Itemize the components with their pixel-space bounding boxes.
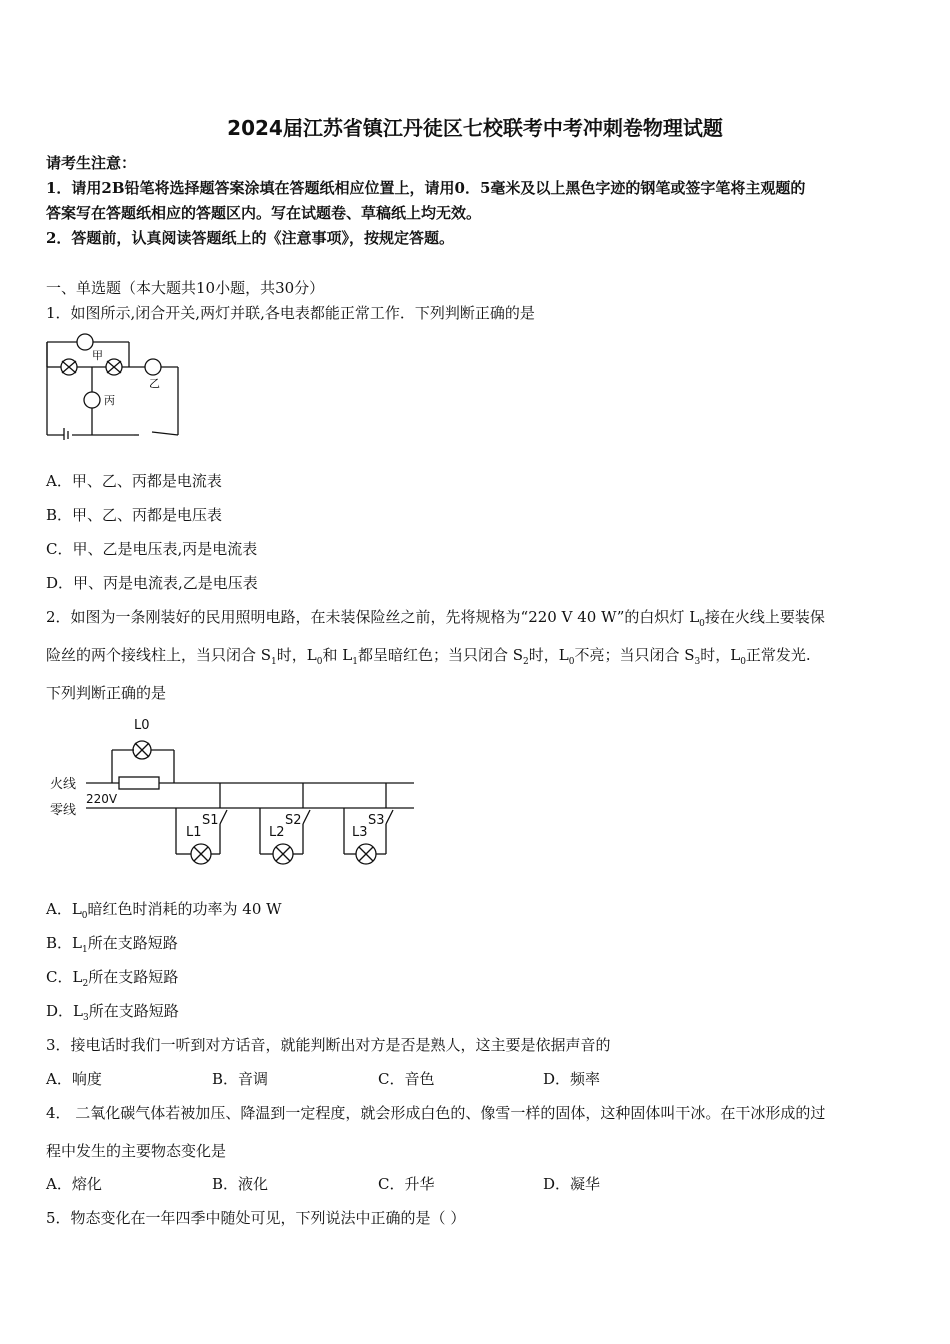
q1-option-b[interactable]: B．甲、乙、丙都是电压表 [46,506,223,524]
q2-label-s3: S3 [368,813,385,828]
q2-label-l3: L3 [352,825,368,840]
q5-stem: 5．物态变化在一年四季中随处可见，下列说法中正确的是（ ） [46,1209,466,1227]
q4-stem-line1: 4． 二氧化碳气体若被加压、降温到一定程度，就会形成白色的、像雪一样的固体，这种固体叫干冰。在干冰形成的过 [46,1104,826,1122]
notice-item-2: 2．答题前，认真阅读答题纸上的《注意事项》，按规定答题。 [46,229,454,247]
q2-stem-line1: 2．如图为一条刚装好的民用照明电路，在未装保险丝之前，先将规格为“220 V 40 W”的白炽灯 $L_0$接在火线上要装保 [46,608,825,629]
q2-option-a[interactable]: A．$L_0$暗红色时消耗的功率为 40 W [46,900,282,921]
q3-option-a[interactable]: A．响度 [46,1070,102,1088]
q1-label-yi: 乙 [149,377,160,390]
q4-option-b[interactable]: B．液化 [212,1175,269,1193]
q2-stem-line3: 下列判断正确的是 [46,684,167,702]
q2-label-s1: S1 [202,813,219,828]
notice-item-1a: 1．请用2B铅笔将选择题答案涂填在答题纸相应位置上，请用0．5毫米及以上黑色字迹的钢笔或签字笔将主观题的 [46,179,806,197]
q4-option-d[interactable]: D．凝华 [543,1175,601,1193]
q2-label-l0: L0 [134,718,150,733]
q2-label-fire: 火线 [50,777,77,792]
notice-item-1b: 答案写在答题纸相应的答题区内。写在试题卷、草稿纸上均无效。 [46,204,482,222]
q1-option-a[interactable]: A．甲、乙、丙都是电流表 [46,472,222,490]
q3-option-c[interactable]: C．音色 [378,1070,435,1088]
q3-option-b[interactable]: B．音调 [212,1070,269,1088]
q2-circuit-diagram [44,712,424,872]
q2-label-l2: L2 [269,825,285,840]
q3-option-d[interactable]: D．频率 [543,1070,601,1088]
q2-label-l1: L1 [186,825,202,840]
q4-option-c[interactable]: C．升华 [378,1175,435,1193]
q2-option-c[interactable]: C．$L_2$所在支路短路 [46,968,179,989]
q2-option-b[interactable]: B．$L_1$所在支路短路 [46,934,178,955]
q2-label-s2: S2 [285,813,302,828]
q3-stem: 3．接电话时我们一听到对方话音，就能判断出对方是否是熟人，这主要是依据声音的 [46,1036,611,1054]
q1-circuit-diagram [44,330,184,440]
q4-option-a[interactable]: A．熔化 [46,1175,102,1193]
q4-stem-line2: 程中发生的主要物态变化是 [46,1142,227,1160]
q1-stem: 1．如图所示,闭合开关,两灯并联,各电表都能正常工作．下列判断正确的是 [46,304,535,322]
q1-label-jia: 甲 [92,349,103,362]
notice-heading: 请考生注意： [46,154,137,172]
q2-stem-line2: 险丝的两个接线柱上，当只闭合 $S_1$时，$L_0$和 $L_1$都呈暗红色；当只闭合 $S_2$时，$L_0$不亮；当只闭合 $S_3$时，$L_0$正常发光. [46,646,811,667]
q1-option-d[interactable]: D．甲、丙是电流表,乙是电压表 [46,574,258,592]
section-heading: 一、单选题（本大题共10小题，共30分） [46,279,325,297]
q1-label-bing: 丙 [104,394,115,407]
q1-option-c[interactable]: C．甲、乙是电压表,丙是电流表 [46,540,258,558]
q2-label-volt: 220V [86,792,118,806]
page-title: 2024届江苏省镇江丹徒区七校联考中考冲刺卷物理试题 [227,116,723,140]
q2-label-zero: 零线 [50,803,77,818]
q2-option-d[interactable]: D．$L_3$所在支路短路 [46,1002,179,1023]
